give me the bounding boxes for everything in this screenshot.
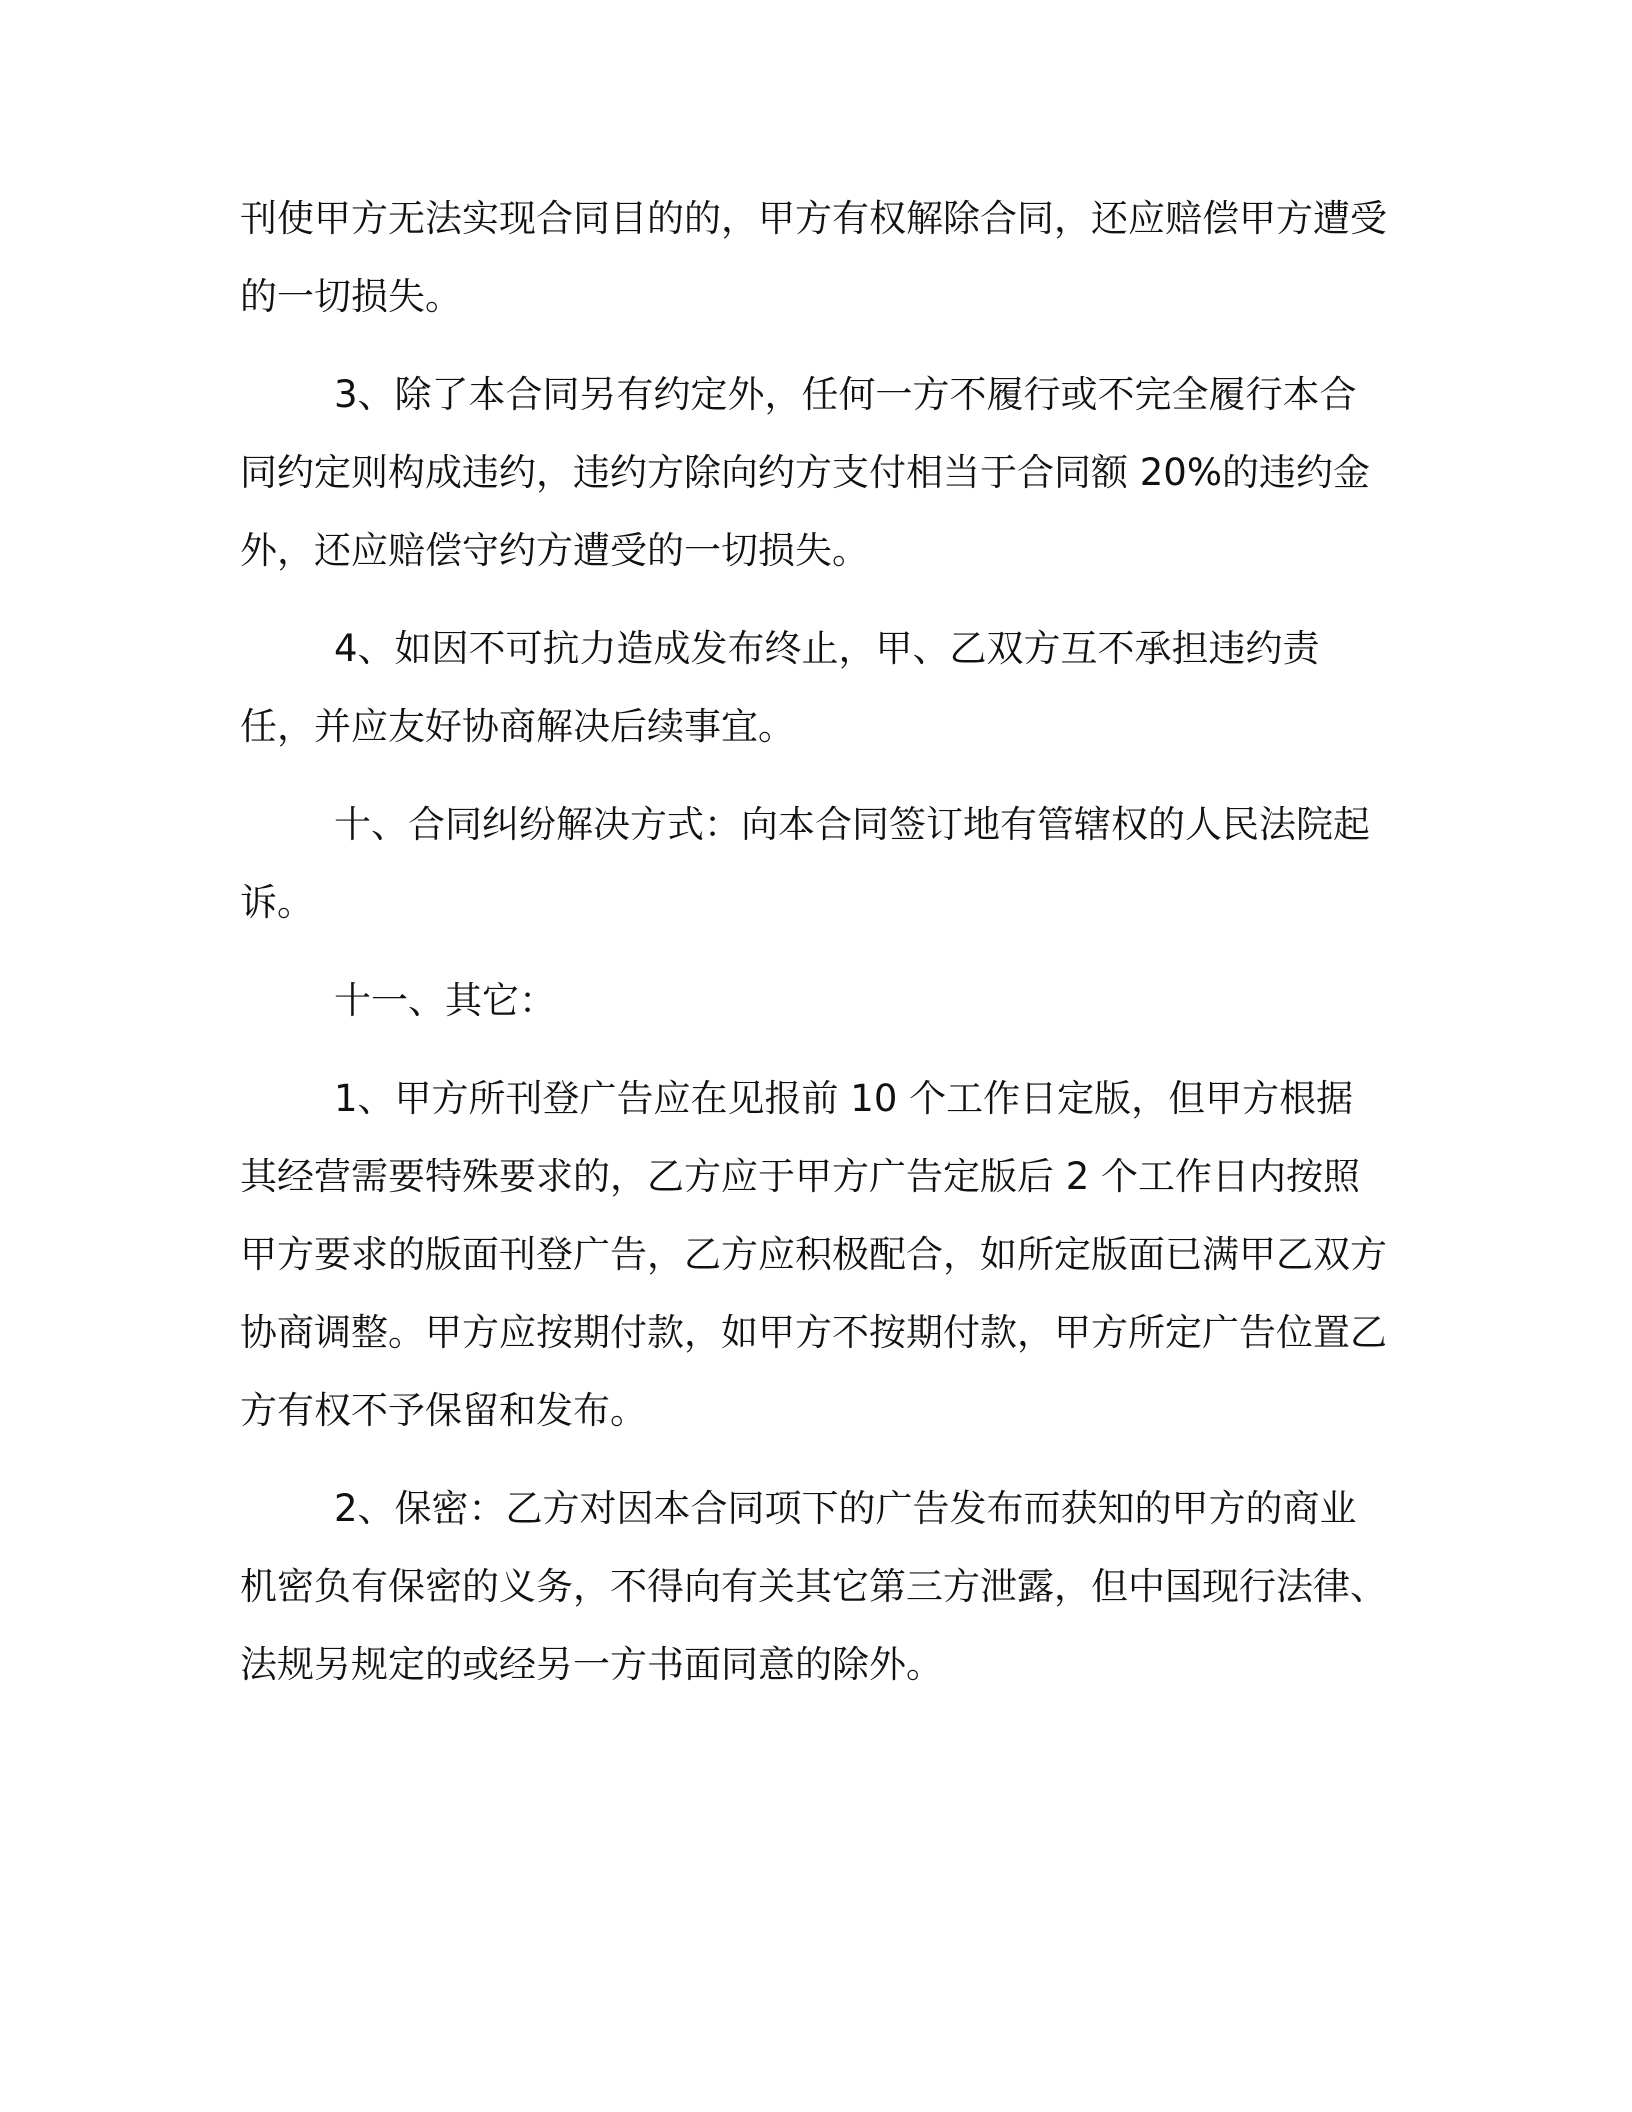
paragraph-article-10: 十、合同纠纷解决方式：向本合同签订地有管辖权的人民法院起诉。 — [240, 803, 1370, 924]
paragraph-clause-3: 3、除了本合同另有约定外，任何一方不履行或不完全履行本合同约定则构成违约，违约方除向约方支付相当于合同额 20%的违约金外，还应赔偿守约方遭受的一切损失。 — [240, 373, 1370, 572]
document-body — [240, 180, 1390, 1724]
paragraph-other-2: 2、保密：乙方对因本合同项下的广告发布而获知的甲方的商业机密负有保密的义务，不得向有关其它第三方泄露，但中国现行法律、法规另规定的或经另一方书面同意的除外。 — [240, 1487, 1387, 1686]
paragraph-continuation: 刊使甲方无法实现合同目的的，甲方有权解除合同，还应赔偿甲方遭受的一切损失。 — [240, 197, 1387, 318]
paragraph-other-1: 1、甲方所刊登广告应在见报前 10 个工作日定版，但甲方根据其经营需要特殊要求的，乙方应于甲方广告定版后 2 个工作日内按照甲方要求的版面刊登广告，乙方应积极配合，如所定版面已满甲乙双方协商调整。甲方应按期付款，如甲方不按期付款，甲方所定广告位置乙方有权不予保留和发布。 — [240, 1077, 1387, 1432]
paragraph-clause-4: 4、如因不可抗力造成发布终止，甲、乙双方互不承担违约责任，并应友好协商解决后续事宜。 — [240, 627, 1320, 748]
paragraph-article-11: 十一、其它： — [334, 979, 556, 1022]
